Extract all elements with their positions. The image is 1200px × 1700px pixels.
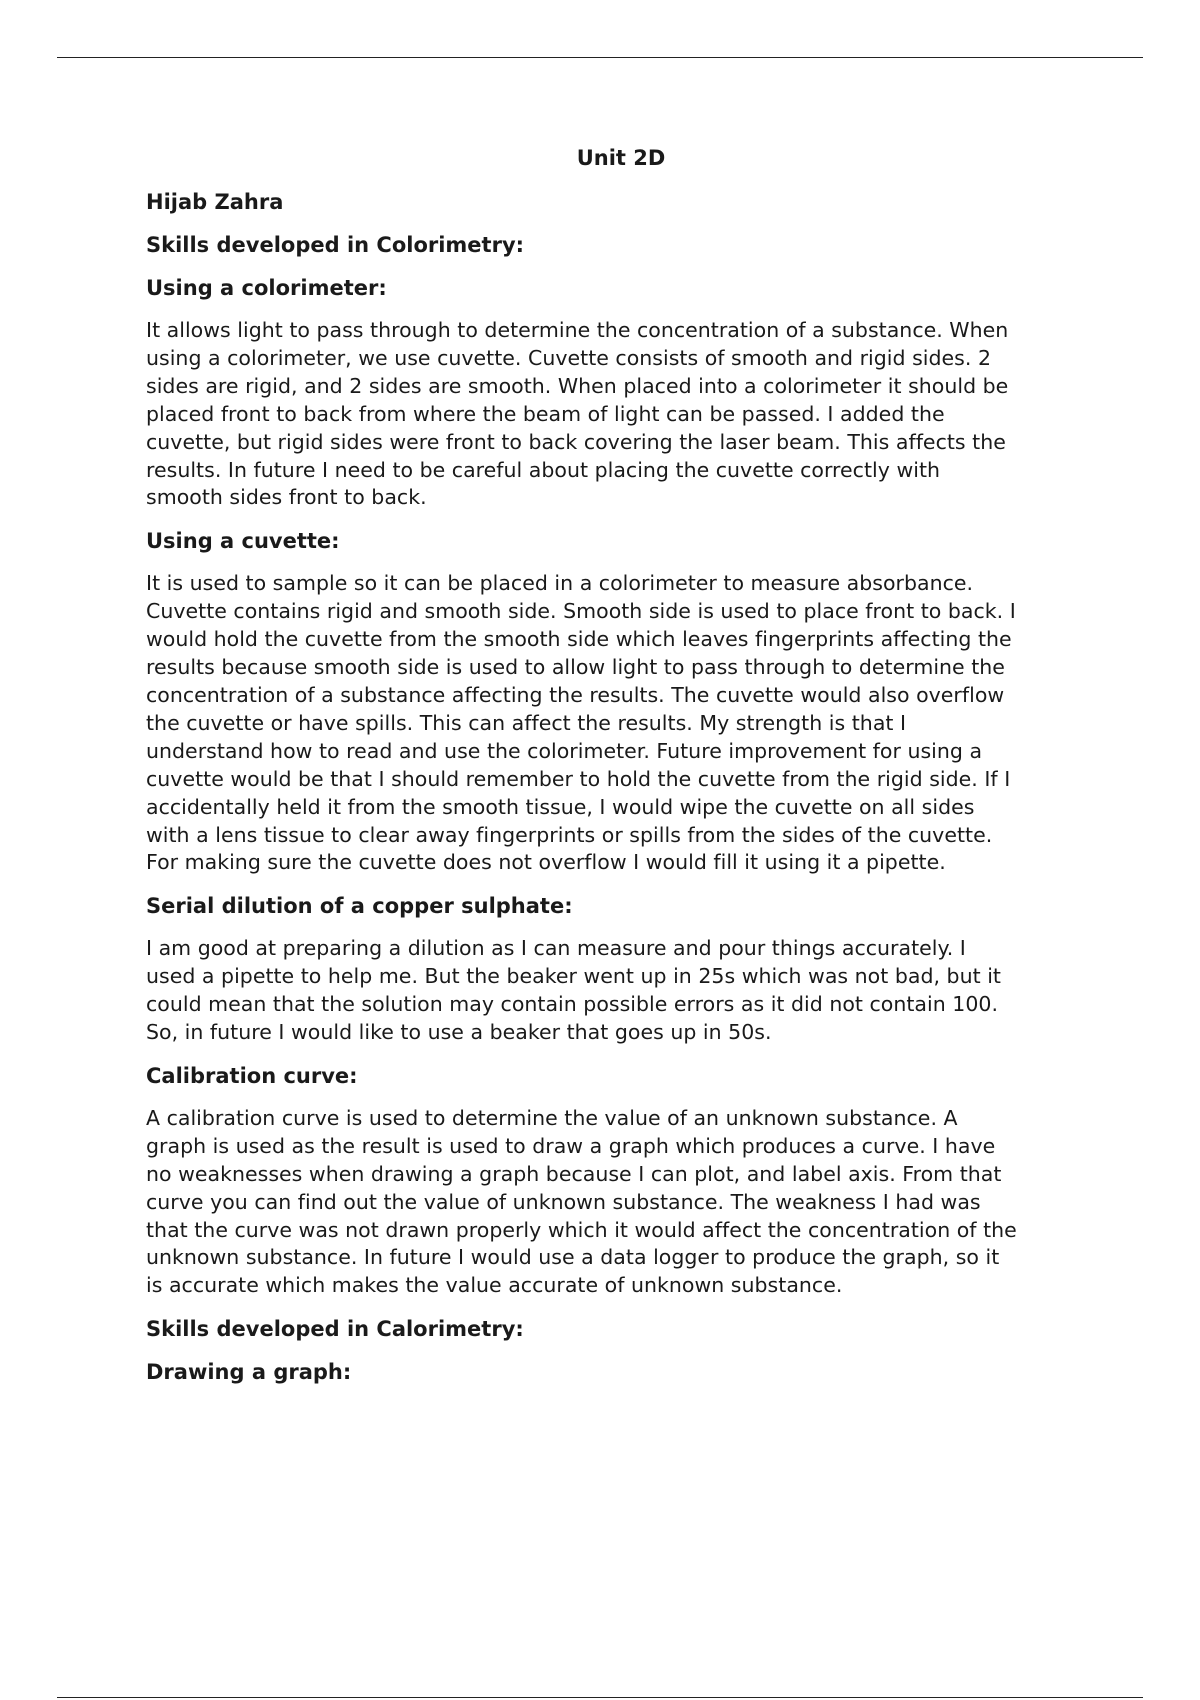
- footer-rule: [57, 1697, 1143, 1698]
- section-heading-colorimetry-skills: Skills developed in Colorimetry:: [146, 233, 525, 257]
- section-heading-serial-dilution: Serial dilution of a copper sulphate:: [146, 894, 573, 919]
- section-heading-calibration-curve: Calibration curve:: [146, 1063, 358, 1088]
- section-body-calibration-curve: A calibration curve is used to determine the value of an unknown substance. A graph is used as the result is used to draw a graph which produces a curve. I have no weaknesses when drawing a graph because I can plot, and label axis. From that curve you can find out the value of unknown substance. The weakness I had was that the curve was not drawn properly which it would affect the concentration of the unknown substance. In future I would use a data logger to produce the graph, so it is accurate which makes the value accurate of unknown substance.: [146, 1105, 1017, 1298]
- author-name: Hijab Zahra: [146, 190, 284, 214]
- unit-title: Unit 2D: [576, 146, 666, 170]
- section-heading-using-cuvette: Using a cuvette:: [146, 529, 340, 554]
- section-body-serial-dilution: I am good at preparing a dilution as I can measure and pour things accurately. I used a pipette to help me. But the beaker went up in 25s which was not bad, but it could mean that the solution may contain possible errors as it did not contain 100. So, in future I would like to use a beaker that goes up in 50s.: [146, 936, 1001, 1045]
- section-heading-using-colorimeter: Using a colorimeter:: [146, 276, 387, 300]
- header-rule: [57, 57, 1143, 58]
- section-heading-drawing-graph: Drawing a graph:: [146, 1360, 352, 1385]
- section-body-using-colorimeter: It allows light to pass through to determine the concentration of a substance. When using a colorimeter, we use cuvette. Cuvette consists of smooth and rigid sides. 2 sides are rigid, and 2 sides are smooth. When placed into a colorimeter it should be placed front to back from where the beam of light can be passed. I added the cuvette, but rigid sides were front to back covering the laser beam. This affects the results. In future I need to be careful about placing the cuvette correctly with smooth sides front to back.: [146, 318, 1009, 510]
- document-body: [146, 144, 1096, 1401]
- section-body-using-cuvette: It is used to sample so it can be placed in a colorimeter to measure absorbance. Cuvette contains rigid and smooth side. Smooth side is used to place front to back. I would hold the cuvette from the smooth side which leaves fingerprints affecting the results because smooth side is used to allow light to pass through to determine the concentration of a substance affecting the results. The cuvette would also overflow the cuvette or have spills. This can affect the results. My strength is that I understand how to read and use the colorimeter. Future improvement for using a cuvette would be that I should remember to hold the cuvette from the rigid side. If I accidentally held it from the smooth tissue, I would wipe the cuvette on all sides with a lens tissue to clear away fingerprints or spills from the sides of the cuvette. For making sure the cuvette does not overflow I would fill it using it a pipette.: [146, 571, 1016, 875]
- section-heading-calorimetry-skills: Skills developed in Calorimetry:: [146, 1317, 524, 1342]
